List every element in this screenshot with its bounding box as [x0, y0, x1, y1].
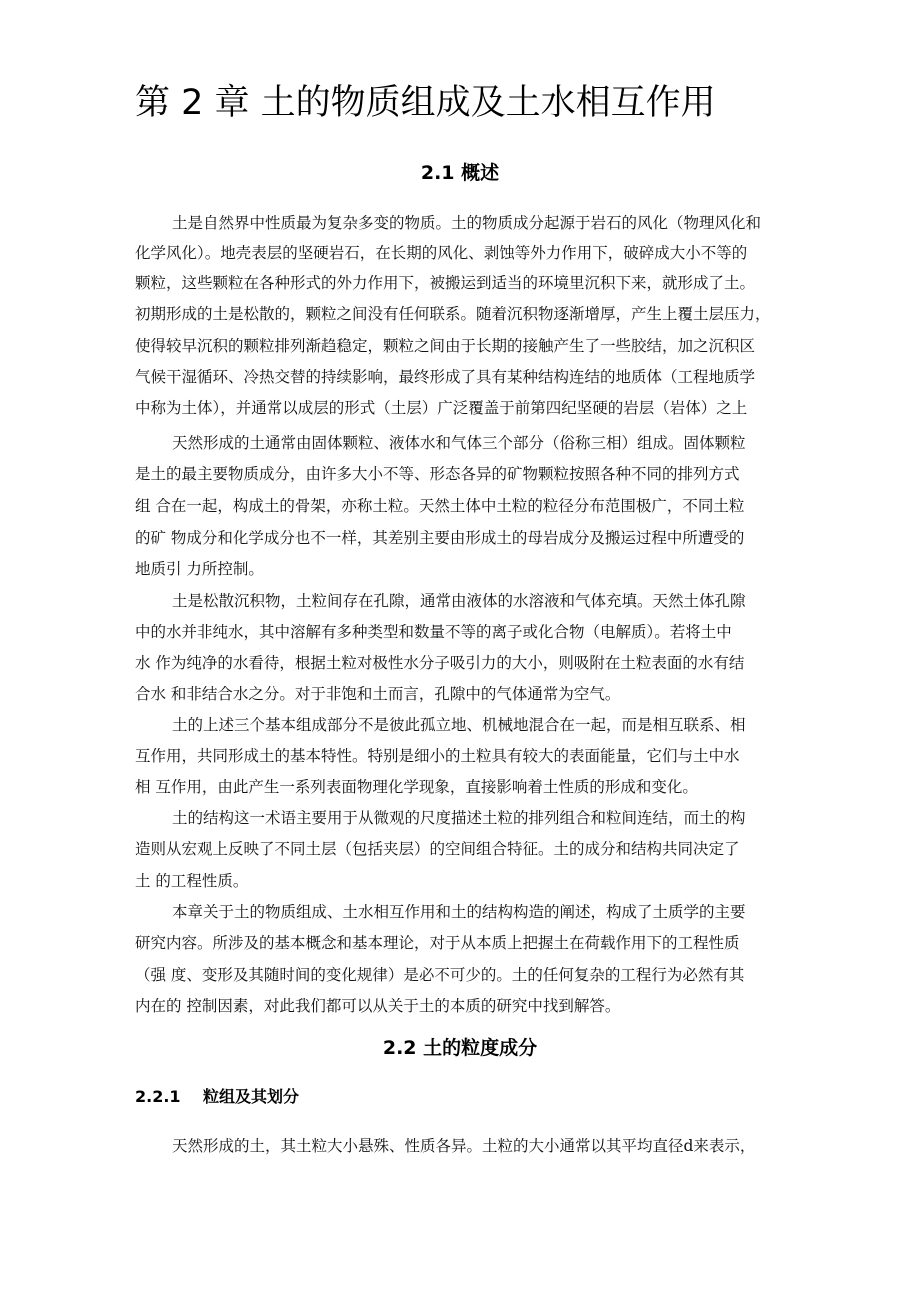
paragraph-line: 土 的工程性质。 [135, 872, 249, 890]
paragraph-line: 土的上述三个基本组成部分不是彼此孤立地、机械地混合在一起，而是相互联系、相 [172, 716, 746, 734]
paragraph-line: 气候干湿循环、冷热交替的持续影响，最终形成了具有某种结构连结的地质体（工程地质学 [135, 368, 756, 386]
paragraph-line: 颗粒，这些颗粒在各种形式的外力作用下，被搬运到适当的环境里沉积下来，就形成了土。 [135, 274, 756, 292]
paragraph-line: 本章关于土的物质组成、土水相互作用和土的结构构造的阐述，构成了土质学的主要 [172, 903, 746, 921]
subsection-label: 粒组及其划分 [203, 1087, 300, 1106]
paragraph-line: 化学风化）。地壳表层的坚硬岩石，在长期的风化、剥蚀等外力作用下，破碎成大小不等的 [135, 244, 748, 262]
subsection-title [135, 1084, 299, 1110]
paragraph-line: 互作用，共同形成土的基本特性。特别是细小的土粒具有较大的表面能量，它们与土中水 [135, 747, 740, 765]
paragraph-line: 地质引 力所控制。 [135, 560, 264, 578]
paragraph-line: 内在的 控制因素，对此我们都可以从关于土的本质的研究中找到解答。 [135, 997, 621, 1015]
paragraph-line: 中称为土体），并通常以成层的形式（土层）广泛覆盖于前第四纪坚硬的岩层（岩体）之上 [135, 399, 748, 417]
paragraph-line: 合水 和非结合水之分。对于非饱和土而言，孔隙中的气体通常为空气。 [135, 685, 621, 703]
paragraph-line: 土是自然界中性质最为复杂多变的物质。土的物质成分起源于岩石的风化（物理风化和 [172, 214, 762, 232]
paragraph-line: 天然形成的土通常由固体颗粒、液体水和气体三个部分（俗称三相）组成。固体颗粒 [172, 434, 746, 452]
section-title-grain-size: 2.2 土的粒度成分 [382, 1037, 538, 1059]
paragraph-line: 土是松散沉积物，土粒间存在孔隙，通常由液体的水溶液和气体充填。天然土体孔隙 [172, 592, 746, 610]
paragraph-line: 是土的最主要物质成分，由许多大小不等、形态各异的矿物颗粒按照各种不同的排列方式 [135, 465, 740, 483]
paragraph-line: 组 合在一起，构成土的骨架，亦称土粒。天然土体中土粒的粒径分布范围极广，不同土粒 [135, 497, 745, 515]
section-title-overview: 2.1 概述 [420, 162, 500, 184]
paragraph-line: 初期形成的土是松散的，颗粒之间没有任何联系。随着沉积物逐渐增厚，产生上覆土层压力， [135, 305, 771, 323]
chapter-title: 第 2 章 土的物质组成及土水相互作用 [135, 83, 716, 123]
paragraph-line: 研究内容。所涉及的基本概念和基本理论，对于从本质上把握土在荷载作用下的工程性质 [135, 934, 740, 952]
paragraph-line: 天然形成的土，其土粒大小悬殊、性质各异。土粒的大小通常以其平均直径d来表示， [172, 1137, 756, 1155]
paragraph-line: 中的水并非纯水，其中溶解有多种类型和数量不等的离子或化合物（电解质）。若将土中 [135, 623, 732, 641]
paragraph-line: 水 作为纯净的水看待，根据土粒对极性水分子吸引力的大小，则吸附在土粒表面的水有结 [135, 654, 745, 672]
paragraph-line: （强 度、变形及其随时间的变化规律）是必不可少的。土的任何复杂的工程行为必然有其 [135, 966, 745, 984]
paragraph-line: 的矿 物成分和化学成分也不一样，其差别主要由形成土的母岩成分及搬运过程中所遭受的 [135, 529, 745, 547]
paragraph-line: 使得较早沉积的颗粒排列渐趋稳定，颗粒之间由于长期的接触产生了一些胶结，加之沉积区 [135, 337, 756, 355]
paragraph-line: 相 互作用，由此产生一系列表面物理化学现象，直接影响着土性质的形成和变化。 [135, 778, 698, 796]
paragraph-line: 造则从宏观上反映了不同土层（包括夹层）的空间组合特征。土的成分和结构共同决定了 [135, 840, 740, 858]
paragraph-line: 土的结构这一术语主要用于从微观的尺度描述土粒的排列组合和粒间连结，而土的构 [172, 809, 746, 827]
subsection-number: 2.2.1 [135, 1087, 181, 1106]
